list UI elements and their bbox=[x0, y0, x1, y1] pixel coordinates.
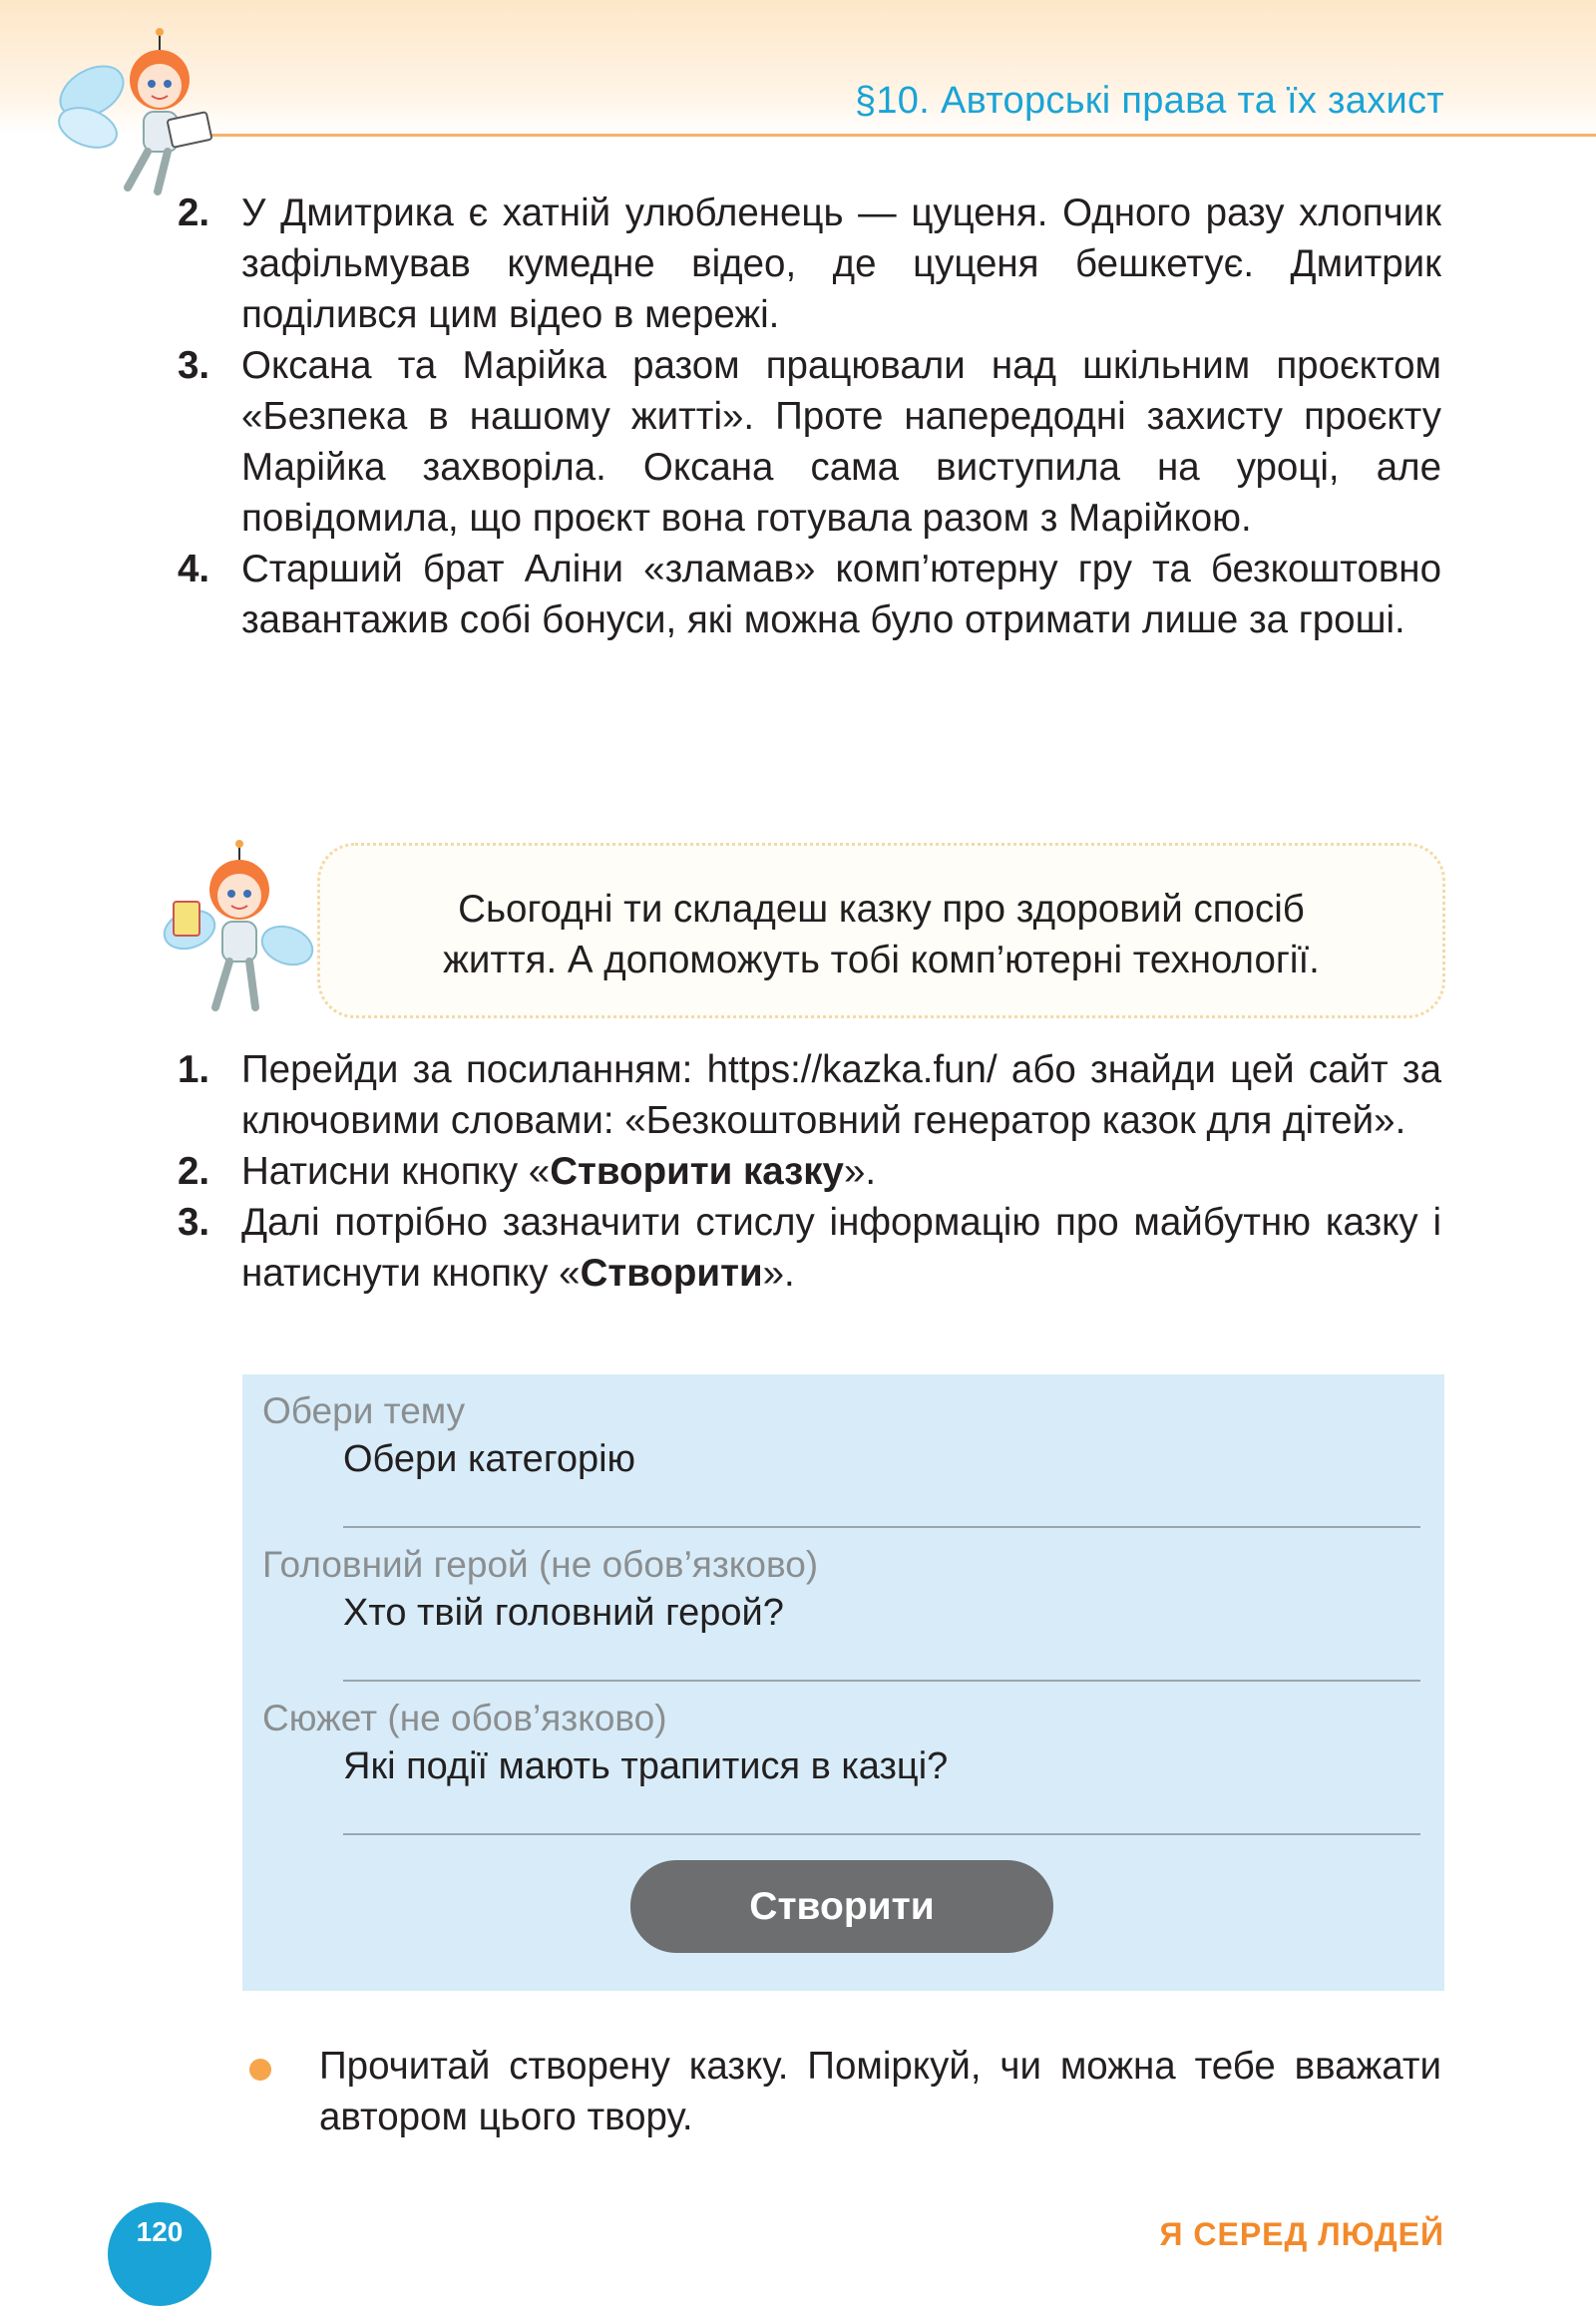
item-number: 4. bbox=[178, 548, 210, 590]
item-text-pre: Далі потрібно зазначити стислу інформацію про майбутню казку і натиснути кнопку « bbox=[241, 1201, 1441, 1295]
hero-input[interactable]: Хто твій головний герой? bbox=[343, 1592, 784, 1634]
plot-label: Сюжет (не обов’язково) bbox=[262, 1698, 667, 1738]
item-text-post: ». bbox=[762, 1252, 795, 1295]
hero-underline bbox=[343, 1680, 1420, 1682]
list-item bbox=[170, 1044, 1441, 1146]
list-item bbox=[170, 1146, 1441, 1197]
task-list-steps bbox=[170, 1044, 1441, 1299]
tip-line: життя. А допоможуть тобі комп’ютерні технології. bbox=[443, 939, 1320, 981]
list-item bbox=[170, 188, 1441, 340]
fairy-mascot-illustration bbox=[160, 838, 319, 1022]
header-divider bbox=[160, 134, 1596, 137]
item-number: 1. bbox=[178, 1048, 210, 1091]
item-text-bold: Створити bbox=[580, 1252, 763, 1295]
item-text-bold: Створити казку bbox=[550, 1150, 844, 1193]
theme-label: Обери тему bbox=[262, 1390, 466, 1431]
footer-section-title: Я СЕРЕД ЛЮДЕЙ bbox=[1159, 2216, 1444, 2252]
item-text-post: ». bbox=[843, 1150, 877, 1193]
item-number: 3. bbox=[178, 344, 210, 387]
hero-label: Головний герой (не обов’язково) bbox=[262, 1544, 819, 1585]
item-number: 2. bbox=[178, 1150, 210, 1193]
tip-callout bbox=[317, 843, 1445, 1018]
theme-underline bbox=[343, 1526, 1420, 1528]
tip-text bbox=[320, 884, 1442, 985]
bullet-text: Прочитай створену казку. Поміркуй, чи можна тебе вважати автором цього твору. bbox=[319, 2045, 1441, 2138]
bullet-task bbox=[249, 2041, 1441, 2142]
section-title: §10. Авторські права та їх захист bbox=[854, 80, 1444, 122]
list-item bbox=[170, 544, 1441, 645]
item-number: 3. bbox=[178, 1201, 210, 1244]
plot-underline bbox=[343, 1833, 1420, 1835]
item-text: У Дмитрика є хатній улюбленець — цуценя. Одного разу хлопчик зафільмував кумедне відео, де цуценя бешкетує. Дмитрик поділився цим відео в мережі. bbox=[241, 192, 1441, 336]
item-text-pre: Натисни кнопку « bbox=[241, 1150, 551, 1193]
item-number: 2. bbox=[178, 192, 210, 234]
bullet-dot-icon bbox=[249, 2059, 271, 2081]
story-form-panel bbox=[242, 1374, 1444, 1991]
item-text: Перейди за посиланням: https://kazka.fun/ або знайди цей сайт за ключовими словами: «Безкоштовний генератор казок для дітей». bbox=[241, 1048, 1441, 1142]
fairy-mascot-illustration bbox=[40, 20, 219, 204]
tip-line: Сьогодні ти складеш казку про здоровий спосіб bbox=[458, 888, 1305, 931]
list-item bbox=[170, 1197, 1441, 1299]
item-text: Оксана та Марійка разом працювали над шкільним проєктом «Безпека в нашому житті». Проте напередодні захисту проєкту Марійка захворіла. Оксана сама виступила на уроці, але повідомила, що проєкт вона готувала разом з Марійкою. bbox=[241, 344, 1441, 540]
plot-input[interactable]: Які події мають трапитися в казці? bbox=[343, 1745, 949, 1787]
theme-select[interactable]: Обери категорію bbox=[343, 1438, 636, 1480]
task-list-cases bbox=[170, 188, 1441, 645]
item-text: Старший брат Аліни «зламав» комп’ютерну гру та безкоштовно завантажив собі бонуси, які можна було отримати лише за гроші. bbox=[241, 548, 1441, 641]
page-number: 120 bbox=[136, 2216, 184, 2247]
page-number-badge bbox=[108, 2202, 211, 2306]
create-button[interactable]: Створити bbox=[630, 1860, 1053, 1953]
list-item bbox=[170, 340, 1441, 544]
